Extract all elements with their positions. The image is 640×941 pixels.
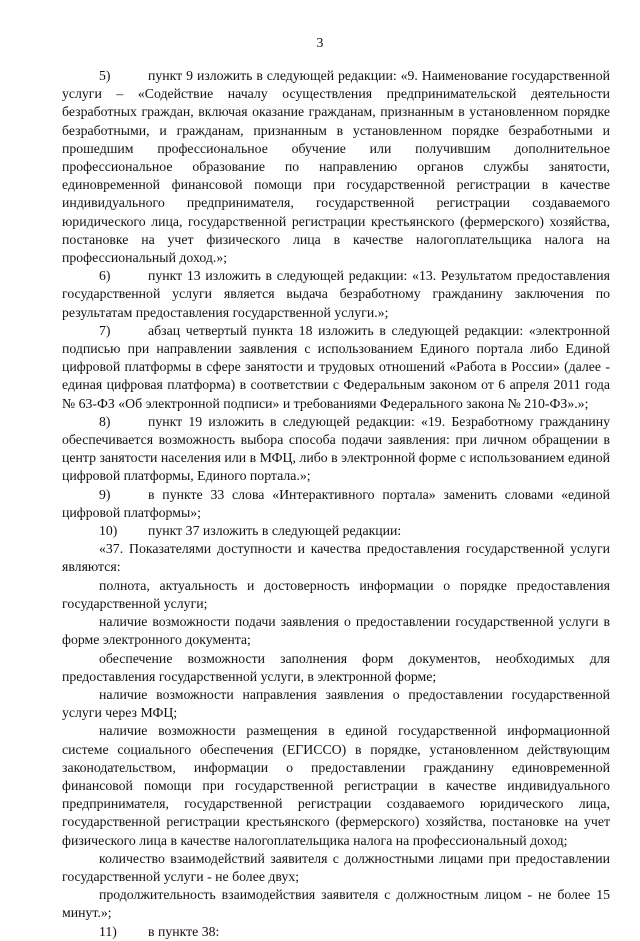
paragraph: наличие возможности размещения в единой государственной информационной системе социального обеспечения (ЕГИССО) в порядке, установленном действующим законодательством, информации о предоставлении гражданину единовременной финансовой помощи при государственной регистрации в качестве индивидуального предпринимателя, государственной регистрации создаваемого юридического лица, государственной регистрации крестьянского (фермерского) хозяйства, постановке на учет физического лица в качестве налогоплательщика налога на профессиональный доход; bbox=[62, 723, 610, 848]
paragraph: количество взаимодействий заявителя с должностными лицами при предоставлении государственной услуги - не более двух; bbox=[62, 850, 610, 884]
list-item bbox=[62, 522, 610, 540]
item-text: в пункте 33 слова «Интерактивного портала» заменить словами «единой цифровой платформы»; bbox=[62, 486, 610, 520]
document-body bbox=[62, 67, 610, 941]
item-number: 7) bbox=[99, 322, 111, 338]
item-number: 10) bbox=[99, 523, 118, 539]
item-text: в пункте 38: bbox=[148, 923, 220, 939]
item-text: пункт 13 изложить в следующей редакции: «13. Результатом предоставления государственной услуги является выдача безработному гражданину заключения по результатам предоставления государственной услуги.»; bbox=[62, 268, 610, 320]
item-number: 9) bbox=[99, 486, 111, 502]
paragraph: продолжительность взаимодействия заявителя с должностным лицом - не более 15 минут.»; bbox=[62, 887, 610, 921]
paragraph: «37. Показателями доступности и качества предоставления государственной услуги являются: bbox=[62, 541, 610, 575]
paragraph: обеспечение возможности заполнения форм документов, необходимых для предоставления государственной услуги, в электронной форме; bbox=[62, 650, 610, 684]
page-number: 3 bbox=[316, 35, 324, 50]
item-number: 6) bbox=[99, 268, 111, 284]
item-text: абзац четвертый пункта 18 изложить в следующей редакции: «электронной подписью при направлении заявления с использованием Единого портала либо Единой цифровой платформы в сфере занятости и трудовых отношений «Работа в России» (далее - единая цифровая платформа) в соответствии с Федеральным законом от 6 апреля 2011 года № 63-ФЗ «Об электронной подписи» и требованиями Федерального закона № 210-ФЗ».»; bbox=[62, 322, 610, 411]
paragraph: наличие возможности направления заявления о предоставлении государственной услуги через МФЦ; bbox=[62, 686, 610, 721]
paragraph: полнота, актуальность и достоверность информации о порядке предоставления государственной услуги; bbox=[62, 577, 610, 611]
item-number: 8) bbox=[99, 413, 111, 429]
item-text: пункт 37 изложить в следующей редакции: bbox=[148, 523, 402, 539]
item-number: 11) bbox=[99, 923, 117, 939]
list-item bbox=[62, 923, 610, 941]
paragraph: наличие возможности подачи заявления о предоставлении государственной услуги в форме электронного документа; bbox=[62, 614, 610, 648]
list-item bbox=[62, 267, 610, 322]
item-number: 5) bbox=[99, 68, 111, 83]
item-text: пункт 19 изложить в следующей редакции: «19. Безработному гражданину обеспечивается возможность выбора способа подачи заявления: при личном обращении в центр занятости населения или в МФЦ, либо в электронной форме с использованием единой цифровой платформы, Единого портала.»; bbox=[62, 413, 610, 484]
list-item bbox=[62, 322, 610, 413]
list-item bbox=[62, 486, 610, 522]
item-text: пункт 9 изложить в следующей редакции: «9. Наименование государственной услуги – «Содействие началу осуществления предпринимательской деятельности безработных граждан, включая оказание гражданам, признанным в установленном порядке безработными, и гражданам, признанным в установленном порядке безработными и прошедшим профессиональное обучение или получившим дополнительное профессиональное образование по направлению органов службы занятости, единовременной финансовой помощи при государственной регистрации в качестве индивидуального предпринимателя, государственной регистрации создаваемого юридического лица, государственной регистрации крестьянского (фермерского) хозяйства, постановке на учет физического лица в качестве налогоплательщика налога на профессиональный доход.»; bbox=[62, 68, 610, 266]
list-item bbox=[62, 413, 610, 486]
list-item bbox=[62, 67, 610, 267]
